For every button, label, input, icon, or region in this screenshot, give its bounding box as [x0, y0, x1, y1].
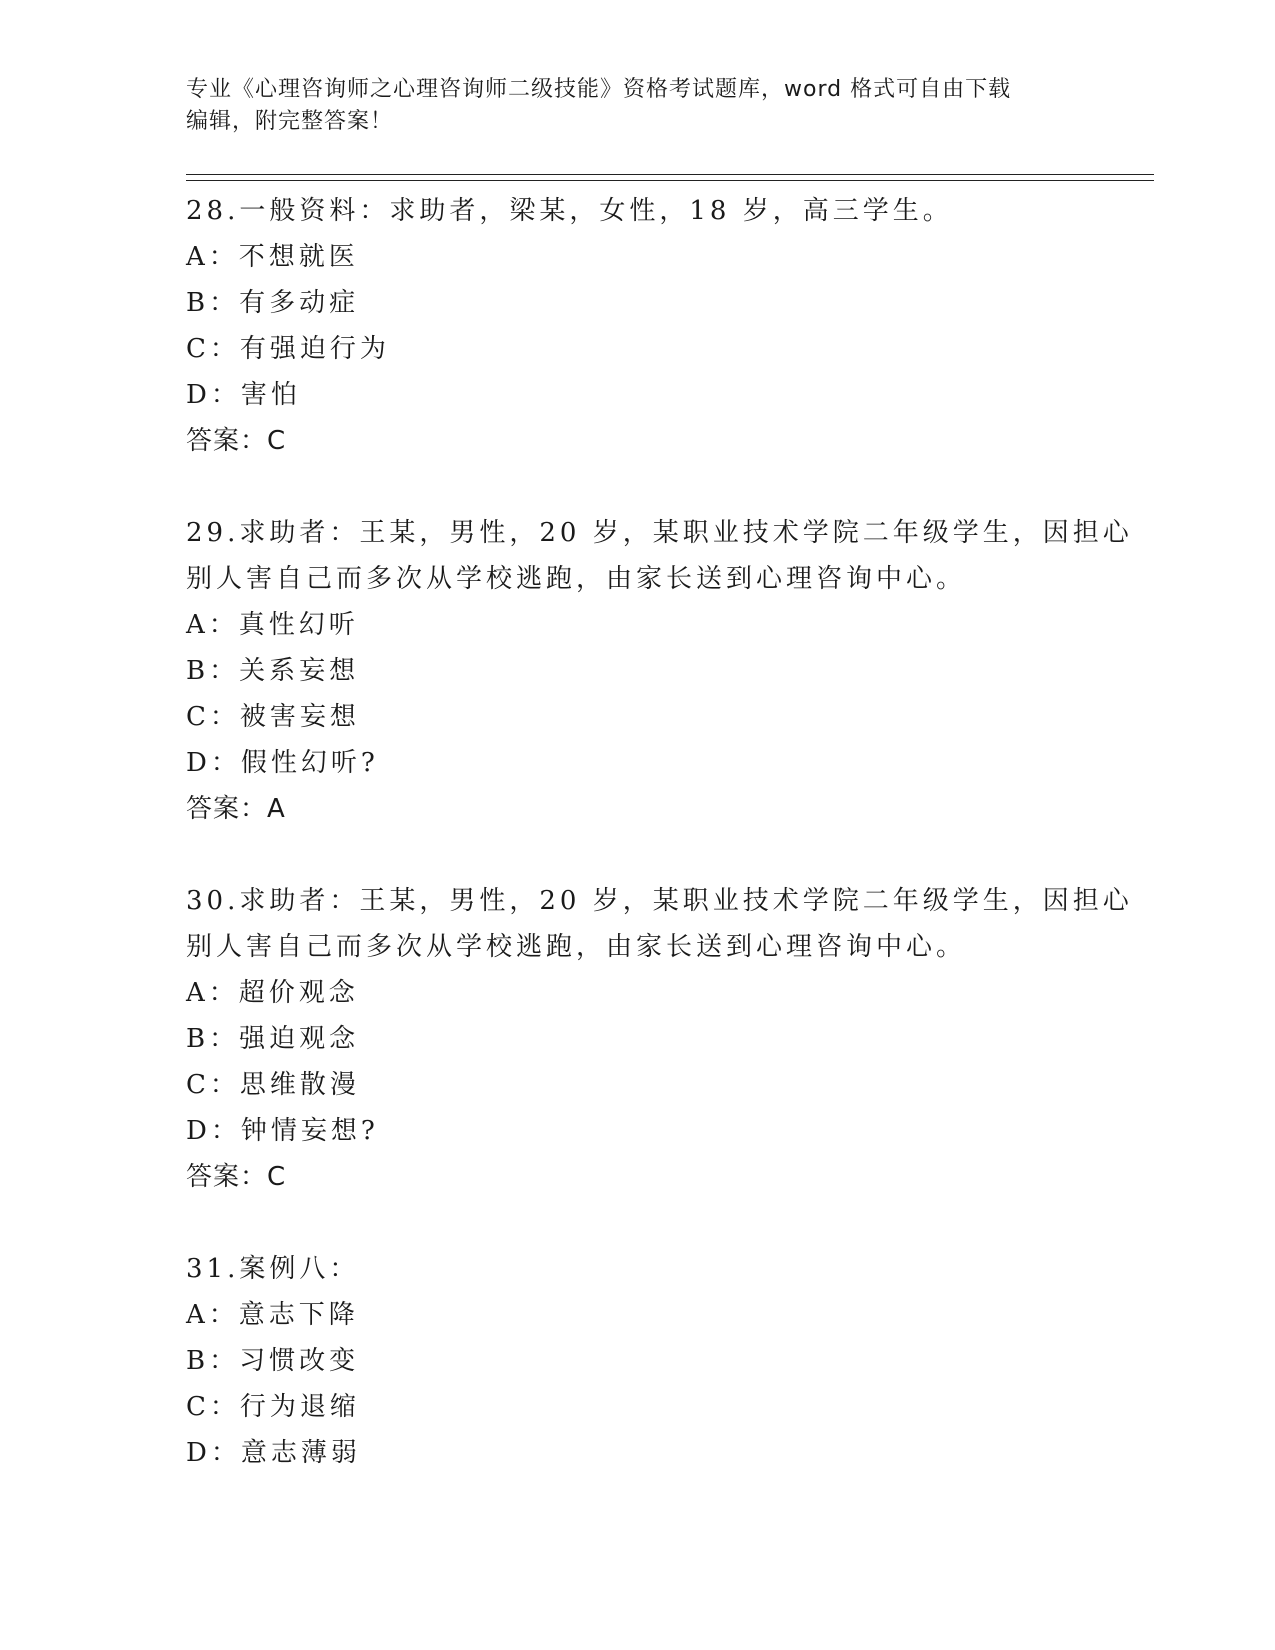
option-d: D：钟情妄想? — [186, 1116, 379, 1146]
header-line-1: 专业《心理咨询师之心理咨询师二级技能》资格考试题库，word 格式可自由下载 — [186, 77, 1012, 102]
question-31 — [186, 1246, 1086, 1476]
option-a: A：真性幻听 — [186, 610, 359, 640]
option-c: C：被害妄想 — [186, 702, 360, 732]
answer-line: 答案：C — [186, 1162, 287, 1192]
question-30 — [186, 878, 1133, 1200]
header-divider-top — [186, 174, 1154, 175]
option-c: C：思维散漫 — [186, 1070, 360, 1100]
option-d: D：害怕 — [186, 380, 301, 410]
option-c: C：行为退缩 — [186, 1392, 360, 1422]
option-d: D：假性幻听? — [186, 748, 379, 778]
answer-line: 答案：C — [186, 426, 287, 456]
question-stem-line-2: 别人害自己而多次从学校逃跑，由家长送到心理咨询中心。 — [186, 564, 967, 594]
document-header — [186, 74, 1086, 138]
question-list — [186, 188, 1133, 1522]
option-a: A：超价观念 — [186, 978, 359, 1008]
question-29 — [186, 510, 1133, 832]
header-line-2: 编辑，附完整答案！ — [186, 109, 394, 134]
option-b: B：有多动症 — [186, 288, 360, 318]
question-stem-line-1: 29.求助者：王某，男性，20 岁，某职业技术学院二年级学生，因担心 — [186, 518, 1133, 548]
header-divider-bottom — [186, 180, 1154, 181]
option-b: B：关系妄想 — [186, 656, 360, 686]
question-stem: 28.一般资料：求助者，梁某，女性，18 岁，高三学生。 — [186, 196, 953, 226]
question-28 — [186, 188, 1086, 464]
answer-line: 答案：A — [186, 794, 286, 824]
option-b: B：强迫观念 — [186, 1024, 360, 1054]
question-stem-line-1: 30.求助者：王某，男性，20 岁，某职业技术学院二年级学生，因担心 — [186, 886, 1133, 916]
option-a: A：不想就医 — [186, 242, 359, 272]
option-d: D：意志薄弱 — [186, 1438, 361, 1468]
option-b: B：习惯改变 — [186, 1346, 360, 1376]
question-stem-line-2: 别人害自己而多次从学校逃跑，由家长送到心理咨询中心。 — [186, 932, 967, 962]
option-c: C：有强迫行为 — [186, 334, 390, 364]
question-stem: 31.案例八： — [186, 1254, 360, 1284]
option-a: A：意志下降 — [186, 1300, 359, 1330]
